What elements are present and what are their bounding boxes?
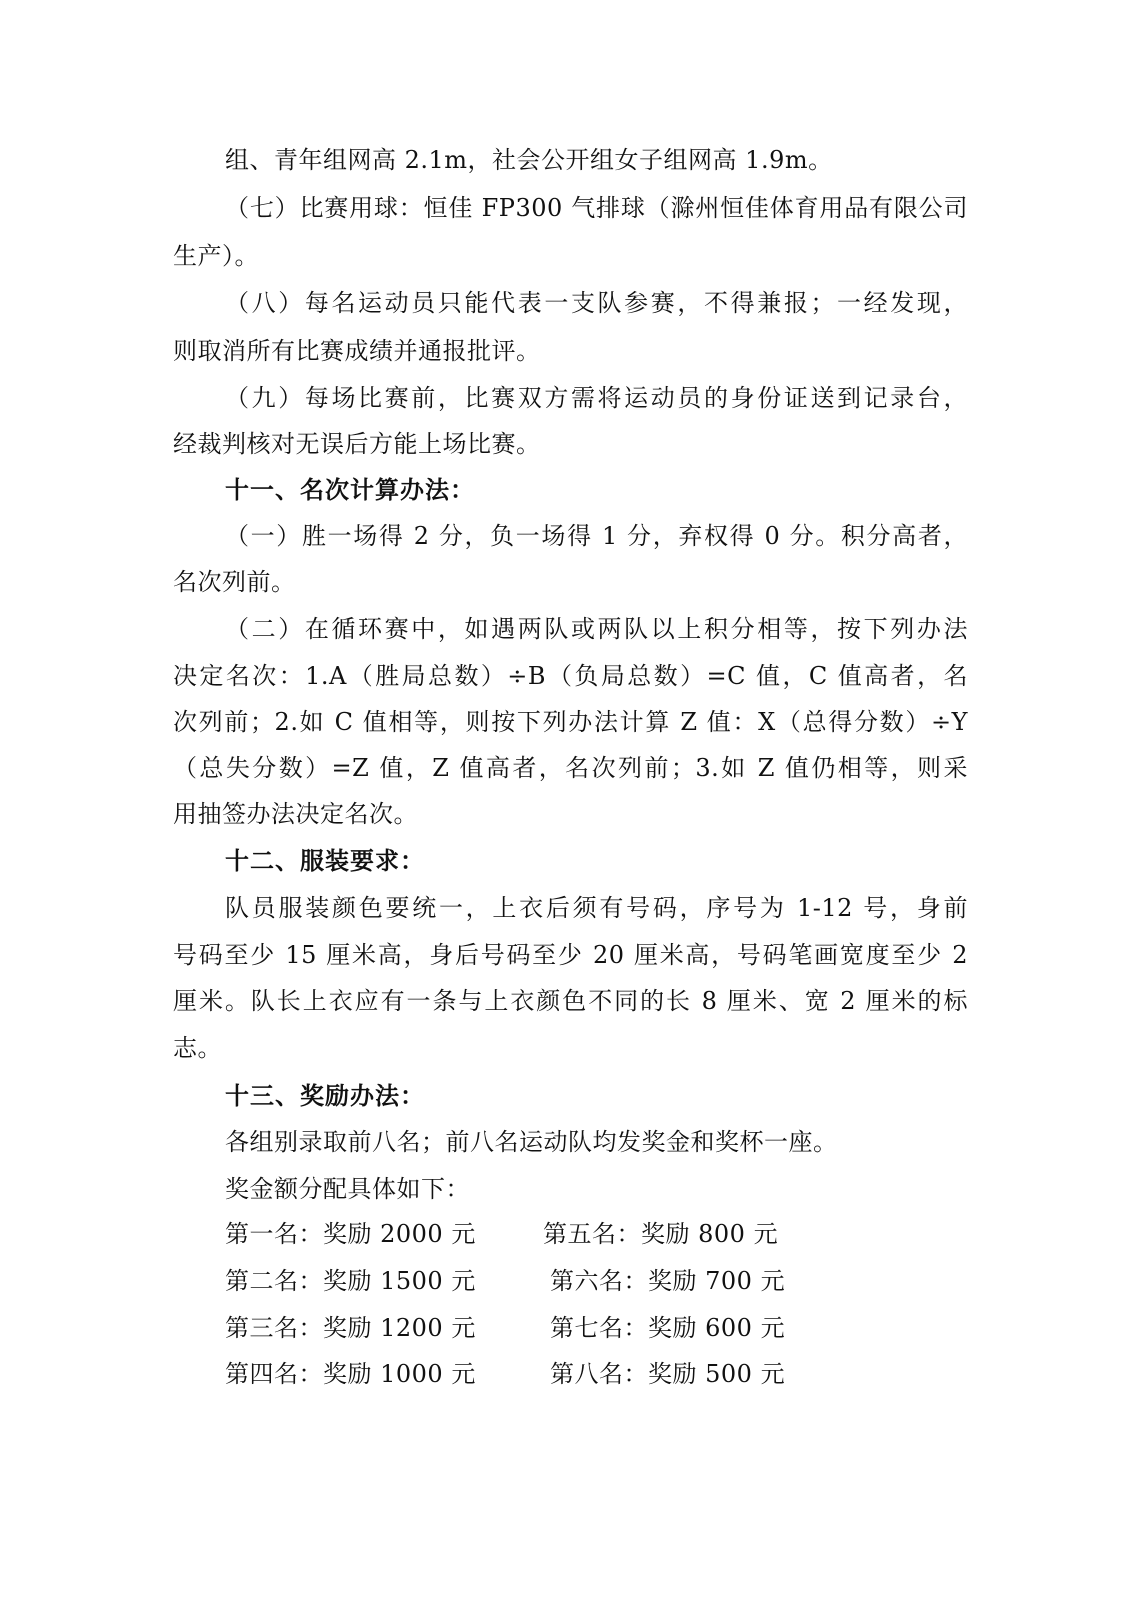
prize-fifth: 第五名：奖励 800 元 xyxy=(543,1220,779,1248)
paragraph-line: 决定名次：1.A（胜局总数）÷B（负局总数）=C 值，C 值高者，名 xyxy=(173,662,968,690)
paragraph-line: 则取消所有比赛成绩并通报批评。 xyxy=(173,337,541,365)
paragraph-line: （八）每名运动员只能代表一支队参赛，不得兼报；一经发现， xyxy=(225,289,968,317)
prize-sixth: 第六名：奖励 700 元 xyxy=(550,1267,786,1295)
paragraph-line: 志。 xyxy=(173,1034,222,1062)
paragraph-line: 厘米。队长上衣应有一条与上衣颜色不同的长 8 厘米、宽 2 厘米的标 xyxy=(173,987,968,1015)
paragraph-line: 经裁判核对无误后方能上场比赛。 xyxy=(173,430,541,458)
paragraph-line: （一）胜一场得 2 分，负一场得 1 分，弃权得 0 分。积分高者， xyxy=(225,522,968,550)
prize-seventh: 第七名：奖励 600 元 xyxy=(550,1314,786,1342)
section-heading: 十二、服装要求： xyxy=(225,847,425,875)
paragraph-line: 生产）。 xyxy=(173,242,259,270)
prize-third: 第三名：奖励 1200 元 xyxy=(225,1314,476,1342)
paragraph-line: 奖金额分配具体如下： xyxy=(225,1175,470,1203)
paragraph-line: 次列前；2.如 C 值相等，则按下列办法计算 Z 值：X（总得分数）÷Y xyxy=(173,708,968,736)
prize-first: 第一名：奖励 2000 元 xyxy=(225,1220,476,1248)
prize-eighth: 第八名：奖励 500 元 xyxy=(550,1360,786,1388)
prize-fourth: 第四名：奖励 1000 元 xyxy=(225,1360,476,1388)
paragraph-line: 组、青年组网高 2.1m，社会公开组女子组网高 1.9m。 xyxy=(225,146,833,174)
paragraph-line: 号码至少 15 厘米高，身后号码至少 20 厘米高，号码笔画宽度至少 2 xyxy=(173,941,968,969)
prize-second: 第二名：奖励 1500 元 xyxy=(225,1267,476,1295)
paragraph-line: 名次列前。 xyxy=(173,568,296,596)
paragraph-line: （总失分数）=Z 值，Z 值高者，名次列前；3.如 Z 值仍相等，则采 xyxy=(173,754,968,782)
paragraph-line: （二）在循环赛中，如遇两队或两队以上积分相等，按下列办法 xyxy=(225,615,968,643)
section-heading: 十三、奖励办法： xyxy=(225,1082,425,1110)
paragraph-line: （九）每场比赛前，比赛双方需将运动员的身份证送到记录台， xyxy=(225,384,968,412)
paragraph-line: 队员服装颜色要统一，上衣后须有号码，序号为 1-12 号，身前 xyxy=(225,894,968,922)
section-heading: 十一、名次计算办法： xyxy=(225,476,475,504)
paragraph-line: 用抽签办法决定名次。 xyxy=(173,800,418,828)
paragraph-line: 各组别录取前八名；前八名运动队均发奖金和奖杯一座。 xyxy=(225,1128,838,1156)
paragraph-line: （七）比赛用球：恒佳 FP300 气排球（滁州恒佳体育用品有限公司 xyxy=(225,194,968,222)
